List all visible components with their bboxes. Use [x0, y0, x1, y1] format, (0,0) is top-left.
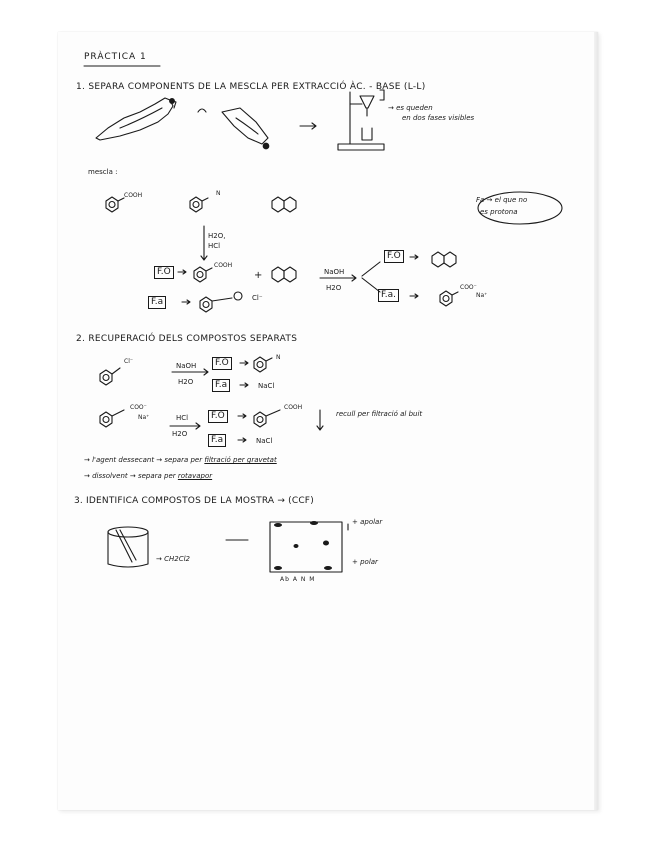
fo-box-s2b: F.O	[208, 410, 228, 423]
nacl-label: NaCl	[258, 382, 275, 390]
h2o-label: H2O	[326, 284, 342, 292]
polar-label: + polar	[352, 558, 378, 566]
phase-note-line2: en dos fases visibles	[402, 114, 475, 122]
cooh-label-2: COOH	[214, 262, 233, 269]
ammonium-fa	[200, 292, 242, 312]
fa-box-s2b: F.a	[208, 434, 226, 447]
reagent1-bottom: HCl	[208, 242, 221, 250]
fo-box: F.O	[154, 266, 174, 279]
naphthalene-molecule	[272, 197, 296, 212]
crystal-note: recull per filtració al buit	[336, 410, 423, 418]
naoh-label-s2: NaOH	[176, 362, 197, 370]
stand-base	[338, 144, 384, 150]
down-arrow-icon	[201, 226, 207, 260]
mescla-label: mescla :	[88, 168, 118, 176]
bullet1-post: filtració per gravetat	[204, 456, 277, 464]
naphthalene-fo	[272, 267, 296, 282]
fa-box: F.a	[148, 296, 166, 309]
bullet2-pre: → dissolvent → separa per	[84, 472, 176, 480]
tlc-chamber	[108, 527, 148, 567]
callout-line1: Fa → el que no	[476, 196, 528, 204]
fo-box-s2: F.O	[212, 357, 232, 370]
h2o-label-s2: H2O	[178, 378, 194, 386]
hcl-arrow-s2	[170, 423, 200, 429]
stopcock-2	[263, 143, 269, 149]
h2o-label-s2b: H2O	[172, 430, 188, 438]
section2-heading: 2. RECUPERACIÓ DELS COMPOSTOS SEPARATS	[76, 334, 298, 344]
section1-heading: 1. SEPARA COMPONENTS DE LA MESCLA PER EXTRACCIÓ ÀC. - BASE (L-L)	[76, 82, 426, 92]
benzoic-acid-molecule	[106, 197, 124, 212]
tlc-plate	[270, 522, 342, 572]
benzoic-acid-s2	[254, 410, 280, 427]
ammonium-s2	[100, 368, 120, 385]
na-label: Na⁺	[476, 292, 488, 299]
bullet1-pre: → l'agent dessecant → separa per	[84, 456, 203, 464]
stand-funnel	[360, 96, 374, 108]
amine-s2-product	[254, 357, 272, 372]
separatory-funnel-2	[222, 108, 268, 144]
chloride-s2: Cl⁻	[124, 358, 134, 365]
chloride-label: Cl⁻	[252, 294, 263, 302]
bullet2-post: rotavapor	[177, 472, 213, 480]
bullet1	[84, 456, 277, 464]
tlc-lanes-label: Ab A N M	[280, 576, 316, 583]
naoh-label: NaOH	[324, 268, 345, 276]
fa-box-s2: F.a	[212, 379, 230, 392]
na-label-s2: Na⁺	[138, 414, 150, 421]
amine-label: N	[216, 190, 221, 197]
page-title: PRÀCTICA 1	[84, 52, 147, 62]
tlc-spots	[274, 521, 332, 570]
plus-sign: +	[254, 270, 263, 281]
amine-label-s2: N	[276, 354, 281, 361]
reagent1-top: H2O,	[208, 232, 226, 240]
branch-arrow	[362, 262, 380, 292]
benzoate-final	[440, 291, 458, 306]
naphthalene-final	[432, 252, 456, 267]
solvent-label: → CH2Cl2	[156, 555, 190, 563]
cooh-label: COOH	[124, 192, 143, 199]
coo-label: COO⁻	[460, 284, 477, 291]
benzoic-acid-fo	[194, 267, 212, 282]
benzoate-s2	[100, 410, 124, 427]
apolar-label: + apolar	[352, 518, 383, 526]
amine-molecule	[190, 197, 208, 212]
rotate-arrow-icon	[198, 109, 206, 112]
fo-box-2: F.O	[384, 250, 404, 263]
hcl-label-s2: HCl	[176, 414, 189, 422]
separatory-funnel-1	[96, 98, 173, 140]
cooh-label-s2: COOH	[284, 404, 303, 411]
coo-label-s2: COO⁻	[130, 404, 147, 411]
stopcock-1	[170, 99, 175, 104]
nacl-label-2: NaCl	[256, 437, 273, 445]
callout-line2: es protona	[480, 208, 518, 216]
phase-note-line1: → es queden	[388, 104, 433, 112]
arrow-to-stand-icon	[300, 123, 316, 129]
fa-box-2: F.a.	[378, 289, 399, 302]
bullet2	[84, 472, 212, 480]
precipitate-arrow-icon	[317, 410, 323, 430]
section3-heading: 3. IDENTIFICA COMPOSTOS DE LA MOSTRA → (CCF)	[74, 496, 314, 506]
stand-beaker	[362, 128, 372, 140]
